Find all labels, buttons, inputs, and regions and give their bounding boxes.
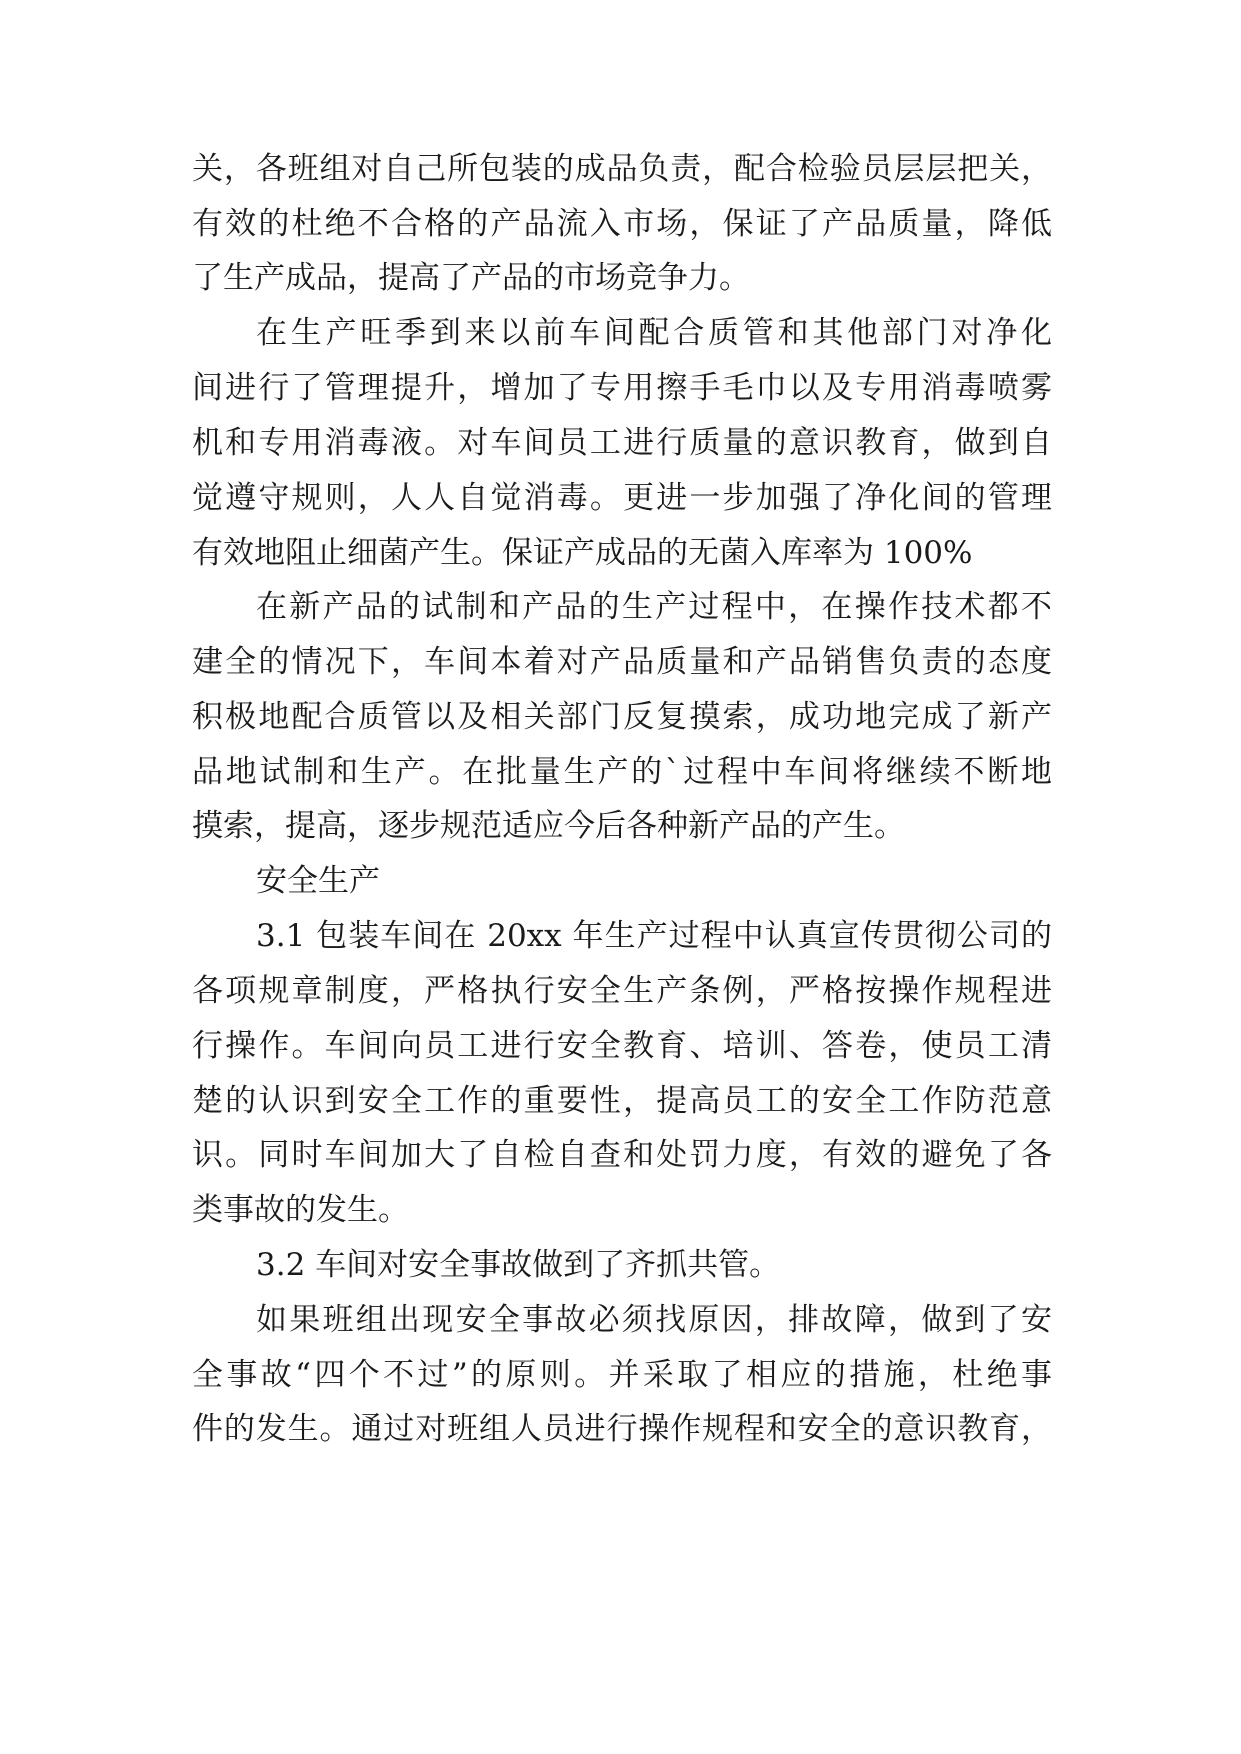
text-line: 品地试制和生产。在批量生产的`过程中车间将继续不断地 [192, 754, 1052, 790]
text-line: 摸索，提高，逐步规范适应今后各种新产品的产生。 [192, 808, 905, 844]
text-line: 间进行了管理提升，增加了专用擦手毛巾以及专用消毒喷雾 [192, 370, 1052, 406]
text-line: 识。同时车间加大了自检自查和处罚力度，有效的避免了各 [192, 1137, 1052, 1173]
paragraph-first-line: 在生产旺季到来以前车间配合质管和其他部门对净化 [256, 315, 1052, 351]
text-line: 积极地配合质管以及相关部门反复摸索，成功地完成了新产 [192, 699, 1052, 735]
text-line: 关，各班组对自己所包装的成品负责，配合检验员层层把关， [192, 151, 1052, 187]
text-line: 了生产成品，提高了产品的市场竞争力。 [192, 260, 750, 296]
text-line: 行操作。车间向员工进行安全教育、培训、答卷，使员工清 [192, 1028, 1052, 1064]
paragraph-first-line: 如果班组出现安全事故必须找原因，排故障，做到了安 [256, 1302, 1052, 1338]
text-line: 觉遵守规则，人人自觉消毒。更进一步加强了净化间的管理 [192, 480, 1052, 516]
paragraph-first-line: 3.1 包装车间在 20xx 年生产过程中认真宣传贯彻公司的 [256, 918, 1052, 954]
text-line: 有效的杜绝不合格的产品流入市场，保证了产品质量，降低 [192, 206, 1052, 242]
text-line: 有效地阻止细菌产生。保证产成品的无菌入库率为 100% [192, 535, 973, 571]
text-line: 类事故的发生。 [192, 1192, 409, 1228]
text-line: 各项规章制度，严格执行安全生产条例，严格按操作规程进 [192, 973, 1052, 1009]
text-line: 建全的情况下，车间本着对产品质量和产品销售负责的态度 [192, 644, 1052, 680]
text-line: 楚的认识到安全工作的重要性，提高员工的安全工作防范意 [192, 1083, 1052, 1119]
paragraph-first-line: 3.2 车间对安全事故做到了齐抓共管。 [256, 1247, 781, 1283]
section-heading: 安全生产 [256, 863, 380, 899]
paragraph-first-line: 在新产品的试制和产品的生产过程中，在操作技术都不 [256, 589, 1052, 625]
text-line: 机和专用消毒液。对车间员工进行质量的意识教育，做到自 [192, 425, 1052, 461]
text-line: 全事故“四个不过”的原则。并采取了相应的措施，杜绝事 [192, 1357, 1052, 1393]
text-line: 件的发生。通过对班组人员进行操作规程和安全的意识教育， [192, 1411, 1052, 1447]
